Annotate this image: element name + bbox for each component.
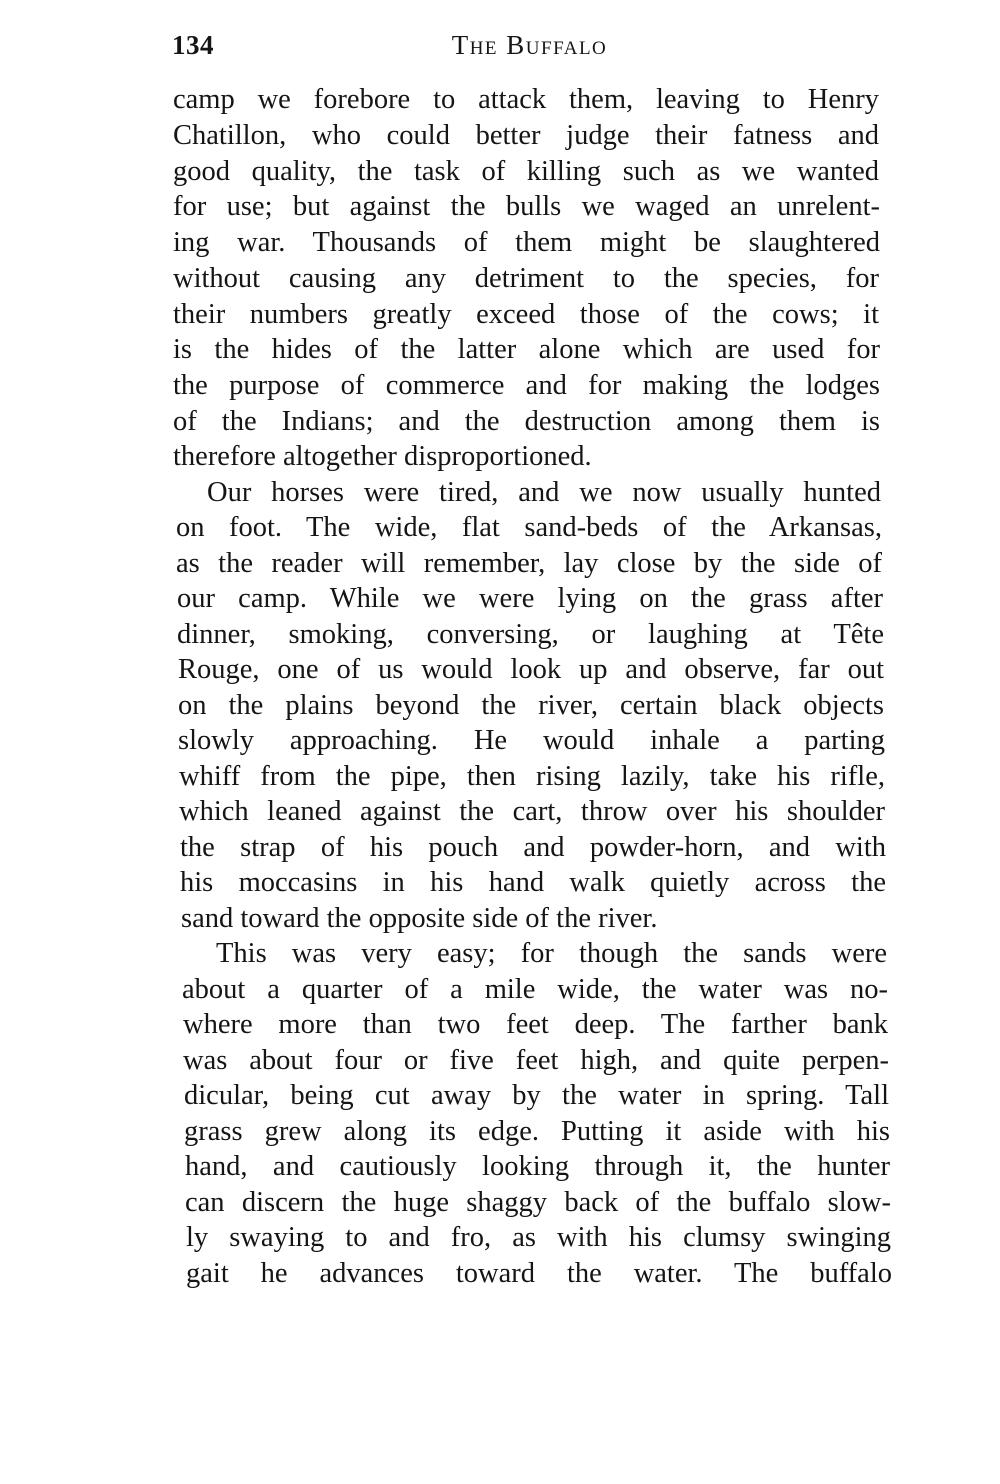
text-line: on foot. The wide, flat sand-beds of the Arkansas, [176,512,882,543]
text-line: our camp. While we were lying on the grass after [177,583,883,614]
text-line: hand, and cautiously looking through it, the hunter [185,1151,890,1182]
text-line: Rouge, one of us would look up and observe, far out [178,654,884,685]
text-line: the purpose of commerce and for making the lodges [173,370,880,401]
text-line: dinner, smoking, conversing, or laughing at Tête [177,619,884,650]
text-line: can discern the huge shaggy back of the buffalo slow- [185,1187,891,1218]
running-title: The Buffalo [451,30,608,60]
text-line: on the plains beyond the river, certain black objects [178,690,884,721]
text-line: grass grew along its edge. Putting it aside with his [184,1116,890,1147]
text-line: dicular, being cut away by the water in spring. Tall [184,1080,889,1111]
text-line: the strap of his pouch and powder-horn, and with [180,832,886,863]
text-line: camp we forebore to attack them, leaving to Henry [173,84,879,115]
text-line: slowly approaching. He would inhale a parting [178,725,885,756]
text-line: his moccasins in his hand walk quietly across the [180,867,886,898]
text-line: their numbers greatly exceed those of the cows; it [173,299,879,330]
text-line: Our horses were tired, and we now usually hunted [207,477,881,508]
text-line: good quality, the task of killing such as we wanted [173,156,879,187]
text-line: is the hides of the latter alone which are used for [173,334,880,365]
text-line: therefore altogether disproportioned. [173,441,592,472]
text-line: for use; but against the bulls we waged an unrelent- [173,191,880,222]
text-line: ing war. Thousands of them might be slaughtered [173,227,880,258]
text-line: as the reader will remember, lay close by the side of [176,548,882,579]
text-line: sand toward the opposite side of the river. [181,903,658,934]
text-line: of the Indians; and the destruction among them is [173,406,880,437]
text-line: Chatillon, who could better judge their fatness and [173,120,879,151]
text-line: was about four or five feet high, and quite perpen- [183,1045,889,1076]
text-line: where more than two feet deep. The farther bank [183,1009,888,1040]
running-head [172,30,887,70]
text-line: This was very easy; for though the sands were [216,938,887,969]
text-line: without causing any detriment to the species, for [173,263,879,294]
text-line: about a quarter of a mile wide, the water was no- [182,974,888,1005]
text-line: which leaned against the cart, throw over his shoulder [179,796,885,827]
page-number: 134 [172,30,214,60]
text-line: whiff from the pipe, then rising lazily, take his rifle, [179,761,885,792]
text-line: gait he advances toward the water. The buffalo [186,1258,892,1289]
text-line: ly swaying to and fro, as with his clumsy swinging [186,1222,891,1253]
